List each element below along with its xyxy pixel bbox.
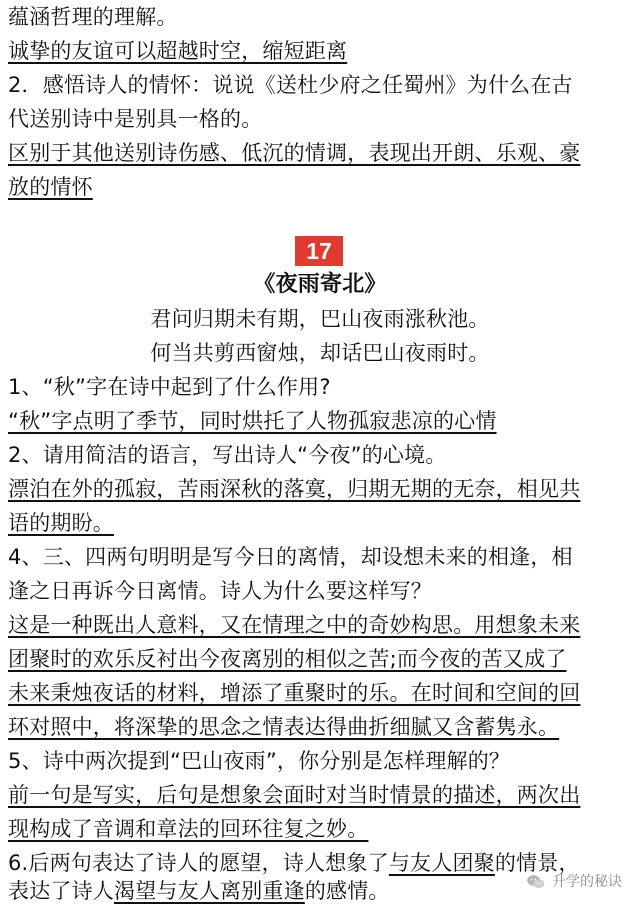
underlined-answer: “秋”字点明了季节，同时烘托了人物孤寂悲凉的心情 <box>8 409 497 433</box>
underlined-answer: 未来秉烛夜话的材料，增添了重聚时的乐。在时间和空间的回 <box>8 681 581 705</box>
watermark <box>526 873 622 891</box>
underlined-answer: 区别于其他送别诗伤感、低沉的情调，表现出开朗、乐观、豪 <box>8 141 581 165</box>
answer-line <box>8 610 634 640</box>
poem-line: 何当共剪西窗烛，却话巴山夜雨时。 <box>150 341 490 365</box>
text-span: 的情景， <box>494 851 580 875</box>
underlined-answer: 诚挚的友谊可以超越时空，缩短距离 <box>8 39 348 63</box>
text-span: 表达了诗人 <box>8 879 114 903</box>
question-line: 1、“秋”字在诗中起到了什么作用? <box>8 375 331 399</box>
underlined-answer: 语的期盼。 <box>8 511 114 535</box>
answer-line <box>8 644 634 674</box>
answer-line <box>8 474 634 504</box>
question-line: 逢之日再诉今日离情。诗人为什么要这样写？ <box>8 579 432 603</box>
poem-line: 君问归期未有期，巴山夜雨涨秋池。 <box>150 307 490 331</box>
watermark-text: 升学的秘诀 <box>552 874 622 890</box>
underlined-answer: 放的情怀 <box>8 175 93 199</box>
question-line: 4、三、四两句明明是写今日的离情，却设想未来的相逢，相 <box>8 545 573 569</box>
section-number-badge: 17 <box>295 236 343 266</box>
underlined-answer: 环对照中，将深挚的思念之情表达得曲折细腻又含蓄隽永。 <box>8 715 560 739</box>
text-line: 蕴涵哲理的理解。 <box>8 5 178 29</box>
underlined-answer: 团聚时的欢乐反衬出今夜离别的相似之苦;而今夜的苦又成了 <box>8 647 567 671</box>
answer-line <box>8 36 634 66</box>
underlined-answer: 与友人团聚 <box>388 851 495 875</box>
answer-line <box>8 712 634 742</box>
answer-line <box>8 508 634 538</box>
answer-line <box>8 172 634 202</box>
question-line: 2、请用简洁的语言，写出诗人“今夜”的心境。 <box>8 443 447 467</box>
text-span: 6.后两句表达了诗人的愿望，诗人想象了 <box>8 851 389 875</box>
wechat-icon <box>526 874 546 890</box>
answer-line <box>8 814 634 844</box>
answer-line <box>8 678 634 708</box>
question-line: 代送别诗中是别具一格的。 <box>8 107 263 131</box>
answer-line <box>8 138 634 168</box>
answer-line <box>8 780 634 810</box>
text-span: 的感情。 <box>304 879 390 903</box>
underlined-answer: 漂泊在外的孤寂，苦雨深秋的落寞，归期无期的无奈，相见共 <box>8 477 581 501</box>
underlined-answer: 渴望与友人离别重逢 <box>114 879 305 903</box>
underlined-answer: 前一句是写实，后句是想象会面时对当时情景的描述，两次出 <box>8 783 581 807</box>
poem-title: 《夜雨寄北》 <box>253 272 387 297</box>
underlined-answer: 现构成了音调和章法的回环往复之妙。 <box>8 817 369 841</box>
underlined-answer: 这是一种既出人意料，又在情理之中的奇妙构思。用想象未来 <box>8 613 581 637</box>
question-line: 2．感悟诗人的情怀：说说《送杜少府之任蜀州》为什么在古 <box>8 73 573 97</box>
answer-line <box>8 406 634 436</box>
question-line: 5、诗中两次提到“巴山夜雨”，你分别是怎样理解的？ <box>8 749 511 773</box>
